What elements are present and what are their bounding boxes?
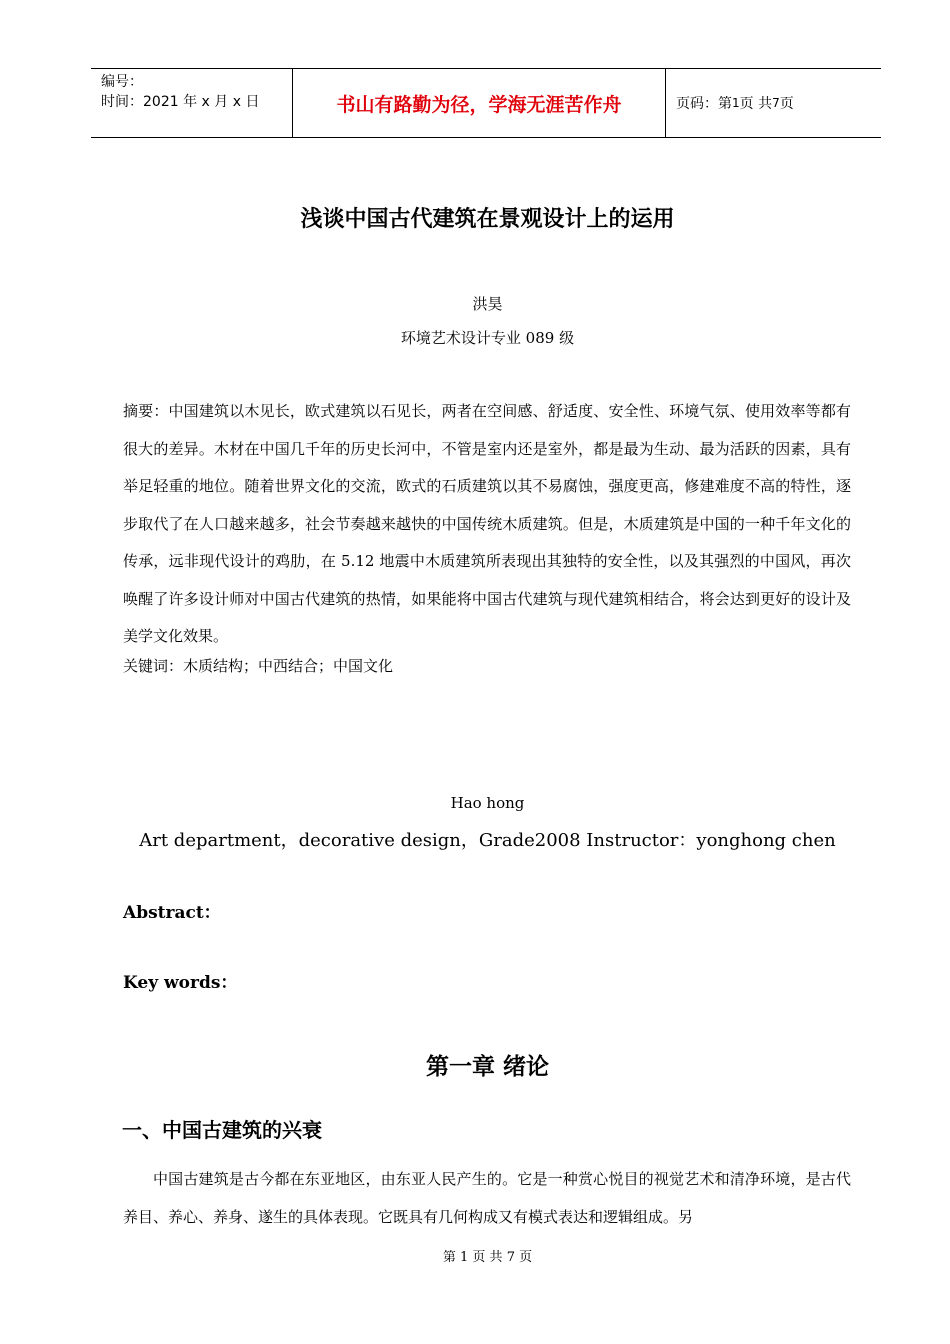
header-motto: 书山有路勤为径，学海无涯苦作舟 [292,69,666,137]
page-footer: 第 1 页 共 7 页 [442,1250,533,1265]
document-title: 浅谈中国古代建筑在景观设计上的运用 [300,207,675,232]
page-label-mid: 页 共 [739,96,773,112]
header-page-info [666,69,881,137]
page-total: 7 [772,96,780,110]
english-author: Hao hong [450,794,525,812]
page-number: 1 [732,96,740,110]
english-keywords-label: Key words： [123,973,238,993]
chapter-heading: 第一章 绪论 [425,1054,549,1080]
author-affiliation: 环境艺术设计专业 089 级 [400,329,575,347]
page-label-pre: 页码：第 [676,96,732,112]
english-abstract-label: Abstract： [123,903,221,923]
time-label: 时间：2021 年 x 月 x 日 [101,94,260,110]
body-paragraph: 中国古建筑是古今都在东亚地区，由东亚人民产生的。它是一种赏心悦目的视觉艺术和清净环境，是古代养目、养心、养身、遂生的具体表现。它既具有几何构成又有模式表达和逻辑组成。另 [123,1170,851,1226]
keywords-chinese: 关键词：木质结构；中西结合；中国文化 [123,657,394,675]
abstract-chinese: 摘要：中国建筑以木见长，欧式建筑以石见长，两者在空间感、舒适度、安全性、环境气氛、使用效率等都有很大的差异。木材在中国几千年的历史长河中，不管是室内还是室外，都是最为生动、最为活跃的因素，具有举足轻重的地位。随着世界文化的交流，欧式的石质建筑以其不易腐蚀，强度更高，修建难度不高的特性，逐步取代了在人口越来越多，社会节奏越来越快的中国传统木质建筑。但是，木质建筑是中国的一种千年文化的传承，远非现代设计的鸡肋，在 5.12 地震中木质建筑所表现出其独特的安全性，以及其强烈的中国风，再次唤醒了许多设计师对中国古代建筑的热情，如果能将中国古代建筑与现代建筑相结合，将会达到更好的设计及美学文化效果。 [123,402,851,645]
document-header [91,68,881,138]
page-label-post: 页 [779,96,794,112]
header-meta [91,69,292,137]
author-name: 洪昊 [472,295,503,313]
english-affiliation: Art department，decorative design，Grade2008 Instructor：yonghong chen [139,830,836,851]
section-heading: 一、中国古建筑的兴衰 [122,1118,322,1142]
number-label: 编号： [101,74,143,90]
